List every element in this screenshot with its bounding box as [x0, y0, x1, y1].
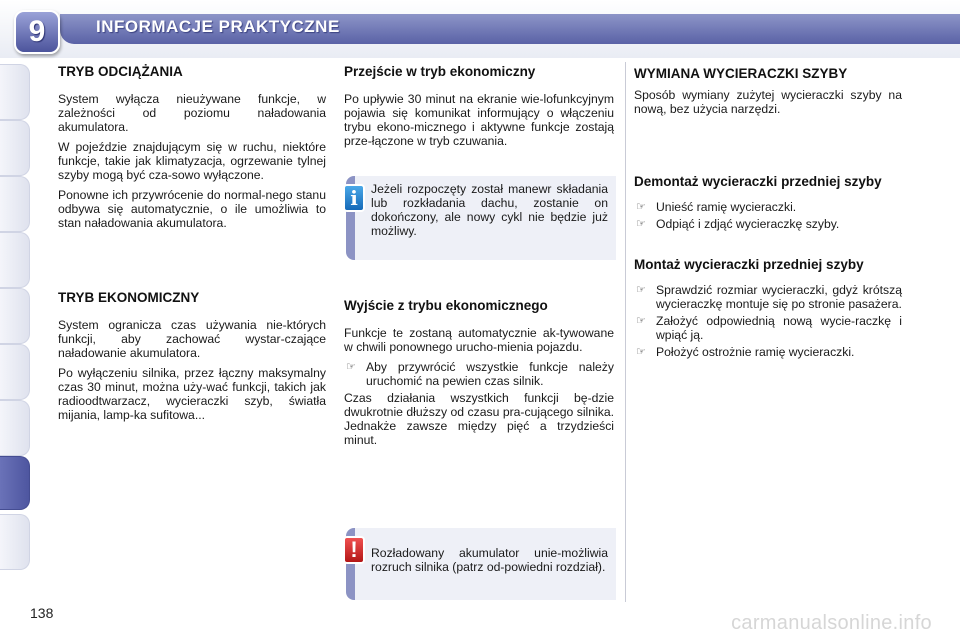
paragraph: W pojeździe znajdującym się w ruchu, niektóre funkcje, takie jak klimatyzacja, ogrzewanie tylnej szyby mogą być cza-sowo wyłączone. [58, 140, 326, 182]
section-title-montaz: Montaż wycieraczki przedniej szyby [634, 257, 864, 272]
info-icon: i [343, 184, 365, 212]
section-title-wyjscie: Wyjście z trybu ekonomicznego [344, 298, 548, 313]
side-tab-4[interactable] [0, 232, 30, 288]
paragraph: System wyłącza nieużywane funkcje, w zależności od poziomu naładowania akumulatora. [58, 92, 326, 134]
watermark: carmanualsonline.info [731, 612, 932, 634]
side-tab-3[interactable] [0, 176, 30, 232]
paragraph: Funkcje te zostaną automatycznie ak-tywowane w chwili ponownego urucho-mienia pojazdu. [344, 326, 614, 354]
warning-note-text: Rozładowany akumulator unie-możliwia rozruch silnika (patrz od-powiedni rozdział). [371, 546, 608, 574]
column-left [58, 60, 326, 422]
bullet-hand-icon: ☞ [636, 201, 646, 213]
bullet-hand-icon: ☞ [346, 361, 356, 373]
list-item: ☞ Aby przywrócić wszystkie funkcje należy uruchomić na pewien czas silnik. [346, 360, 614, 388]
side-tab-7[interactable] [0, 400, 30, 456]
list-item: ☞ Odpiąć i zdjąć wycieraczkę szyby. [636, 217, 840, 231]
warning-icon: ! [343, 536, 365, 564]
section-title-demontaz: Demontaż wycieraczki przedniej szyby [634, 174, 882, 189]
warning-note [346, 528, 616, 600]
list-item: ☞ Położyć ostrożnie ramię wycieraczki. [636, 345, 855, 359]
section-title-wymiana: WYMIANA WYCIERACZKI SZYBY [634, 66, 848, 81]
paragraph: Po upływie 30 minut na ekranie wie-lofunkcyjnym pojawia się komunikat informujący o włączeniu trybu ekono-micznego i aktywne funkcje zostają prze-łączone w tryb czuwania. [344, 92, 614, 148]
list-item: ☞ Unieść ramię wycieraczki. [636, 200, 797, 214]
side-tab-6[interactable] [0, 344, 30, 400]
side-tab-10[interactable] [0, 514, 30, 570]
paragraph: Sposób wymiany zużytej wycieraczki szyby na nową, bez użycia narzędzi. [634, 88, 902, 116]
paragraph: Po wyłączeniu silnika, przez łączny maksymalny czas 30 minut, można uży-wać funkcji, takich jak radioodtwarzacz, wycieraczki szyb, światła mijania, lamp-ka sufitowa... [58, 366, 326, 422]
section-title-ekonomiczny: TRYB EKONOMICZNY [58, 290, 200, 305]
paragraph: System ogranicza czas używania nie-których funkcji, aby zachować wystar-czające naładowanie akumulatora. [58, 318, 326, 360]
page-title: INFORMACJE PRAKTYCZNE [96, 17, 340, 36]
bullet-list [344, 360, 614, 388]
bullet-hand-icon: ☞ [636, 346, 646, 358]
section-title-przejscie: Przejście w tryb ekonomiczny [344, 64, 536, 79]
column-middle [344, 60, 614, 148]
side-tab-2[interactable] [0, 120, 30, 176]
section-title-odciazanie: TRYB ODCIĄŻANIA [58, 64, 183, 79]
bullet-hand-icon: ☞ [636, 284, 646, 296]
list-item: ☞ Założyć odpowiednią nową wycie-raczkę i wpiąć ją. [636, 314, 902, 342]
side-tabs [0, 58, 34, 578]
chapter-number: 9 [28, 15, 46, 48]
bullet-hand-icon: ☞ [636, 315, 646, 327]
info-note [346, 176, 616, 260]
column-divider [625, 62, 626, 602]
bullet-hand-icon: ☞ [636, 218, 646, 230]
side-tab-9-active[interactable] [0, 456, 30, 510]
paragraph: Ponowne ich przywrócenie do normal-nego stanu odbywa się automatycznie, o ile umożliwia to stan naładowania akumulatora. [58, 188, 326, 230]
list-item: ☞ Sprawdzić rozmiar wycieraczki, gdyż krótszą wycieraczkę montuje się po stronie pasażera. [636, 283, 902, 311]
info-note-text: Jeżeli rozpoczęty został manewr składania lub rozkładania dachu, zostanie on dokończony, ale nowy cykl nie będzie już możliwy. [371, 182, 608, 238]
side-tab-5[interactable] [0, 288, 30, 344]
page-number: 138 [30, 605, 54, 621]
column-middle-lower [344, 298, 614, 447]
column-right [634, 60, 902, 362]
paragraph: Czas działania wszystkich funkcji bę-dzie dwukrotnie dłuższy od czasu pra-cującego silnika. Jednakże zawsze między pięć a trzydzieści minut. [344, 391, 614, 447]
bullet-list-montaz [634, 283, 902, 359]
bullet-list-demontaz [634, 200, 902, 231]
side-tab-1[interactable] [0, 64, 30, 120]
chapter-badge [14, 10, 60, 54]
